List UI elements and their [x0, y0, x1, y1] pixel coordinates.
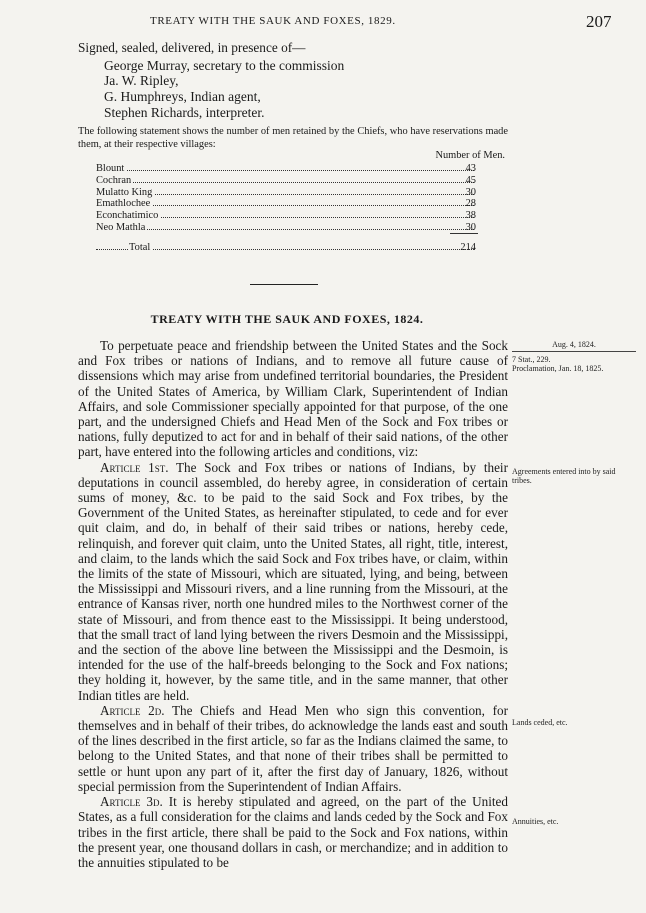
chief-name: Mulatto King [96, 186, 153, 198]
men-table-total-row [96, 242, 508, 254]
men-count: 30 [465, 221, 476, 233]
leader-dots [96, 229, 474, 230]
article-3-text: It is hereby stipulated and agreed, on the part of the United States, as a full consideration for the claims and lands ceded by the Sock and Fox tribes in the first article, there shall be paid to the Sock and Fox nations, within the present year, one thousand dollars in cash, or merchandize; and in addition to the annuities stipulated to be [78, 794, 508, 870]
witness-line: G. Humphreys, Indian agent, [104, 89, 261, 105]
men-count: 45 [465, 174, 476, 186]
chief-name: Blount [96, 163, 125, 174]
men-table-row [96, 222, 508, 234]
men-table-row [96, 175, 508, 187]
men-table-row [96, 163, 508, 175]
article-3-paragraph [78, 794, 508, 870]
men-count: 30 [465, 186, 476, 198]
margin-note-statute: 7 Stat., 229. [512, 355, 551, 364]
men-count: 43 [465, 163, 476, 174]
article-2-text: The Chiefs and Head Men who sign this convention, for themselves and in behalf of their tribes, do acknowledge the lands east and south of the lines described in the first article, so far as the Indians claimed the same, to belong to the United States, and that none of their tribes shall be permitted to settle or hunt upon any part of it, after the first day of January, 1826, without special permission from the Superintendent of Indian Affairs. [78, 702, 508, 794]
total-value: 214 [460, 241, 476, 253]
men-count: 28 [465, 198, 476, 210]
leader-dots [96, 205, 474, 206]
preamble-paragraph: To perpetuate peace and friendship between the United States and the Sock and Fox tribes or nations of Indians, and to remove all future cause of dissensions which may arise from undefined territorial boundaries, the President of the United States of America, by William Clark, Superintendent of Indian Affairs, and sole Commissioner specially appointed for that purpose, of the one part, and the undersigned Chiefs and Head Men of the Sock and Fox tribes or nations, fully deputized to act for and in behalf of their said nations, of the other part, have entered into the following articles and conditions, viz: [78, 338, 508, 460]
article-1-paragraph [78, 460, 508, 703]
total-label: Total [129, 241, 151, 253]
section-divider [250, 284, 318, 285]
page-number: 207 [586, 12, 612, 31]
chief-name: Econchatimico [96, 210, 159, 222]
running-title: TREATY WITH THE SAUK AND FOXES, 1829. [150, 15, 396, 27]
men-table-row [96, 210, 508, 222]
men-table-row [96, 198, 508, 210]
men-table-row [96, 187, 508, 199]
article-2-paragraph [78, 703, 508, 794]
margin-note-proclamation: Proclamation, Jan. 18, 1825. [512, 364, 604, 373]
witness-line: George Murray, secretary to the commission [104, 57, 345, 73]
leader-dots [96, 170, 474, 171]
total-rule [450, 233, 478, 234]
men-count: 38 [465, 210, 476, 222]
running-head [0, 12, 646, 32]
men-table-header: Number of Men. [435, 150, 505, 161]
article-1-heading: Article 1st. [100, 459, 169, 475]
chief-name: Neo Mathla [96, 221, 146, 233]
witness-intro: Signed, sealed, delivered, in presence of— [78, 40, 306, 55]
witness-block [78, 40, 518, 121]
margin-note-agreements: Agreements entered into by said tribes. [512, 467, 616, 485]
article-3-heading: Article 3d. [100, 794, 163, 810]
article-1-text: The Sock and Fox tribes or nations of Indians, by their deputations in council assembled, do hereby agree, in consideration of certain sums of money, &c. to be paid to the said Sock and Fox tribes, by the Government of the United States, as hereinafter stipulated, to cede and for ever quit claim, and do, in behalf of their said tribes or nations, hereby cede, relinquish, and forever quit claim, unto the United States, all right, title, interest, and claim, to the lands which the said Sock and Fox tribes have, or claim, within the limits of the state of Missouri, which are situated, lying, and being, between the Mississippi and Missouri rivers, and a line running from the Missouri, at the entrance of Kansas river, north one hundred miles to the Northwest corner of the state of Missouri, and from thence east to the Mississippi. It being understood, that the small tract of land lying between the rivers Desmoin and the Mississippi, and the section of the above line between the Mississippi and the Desmoin, is intended for the use of the half-breeds belonging to the Sock and Fox nations; they holding it, however, by the same title, and in the same manner, that other Indian titles are held. [78, 459, 508, 703]
article-2-heading: Article 2d. [100, 702, 165, 718]
leader-dots [96, 182, 474, 183]
chief-name: Cochran [96, 174, 132, 186]
margin-note-date: Aug. 4, 1824. [512, 340, 636, 352]
witness-line: Ja. W. Ripley, [104, 73, 179, 89]
men-table [96, 150, 508, 254]
treaty-body [78, 338, 508, 870]
statement-paragraph: The following statement shows the number of men retained by the Chiefs, who have reservations made them, at their respective villages: [78, 126, 508, 150]
leader-dots [96, 249, 474, 250]
margin-note-annuities: Annuities, etc. [512, 817, 559, 826]
chief-name: Emathlochee [96, 198, 151, 210]
margin-note-lands: Lands ceded, etc. [512, 718, 568, 727]
treaty-title: TREATY WITH THE SAUK AND FOXES, 1824. [150, 312, 424, 326]
witness-line: Stephen Richards, interpreter. [104, 104, 265, 120]
